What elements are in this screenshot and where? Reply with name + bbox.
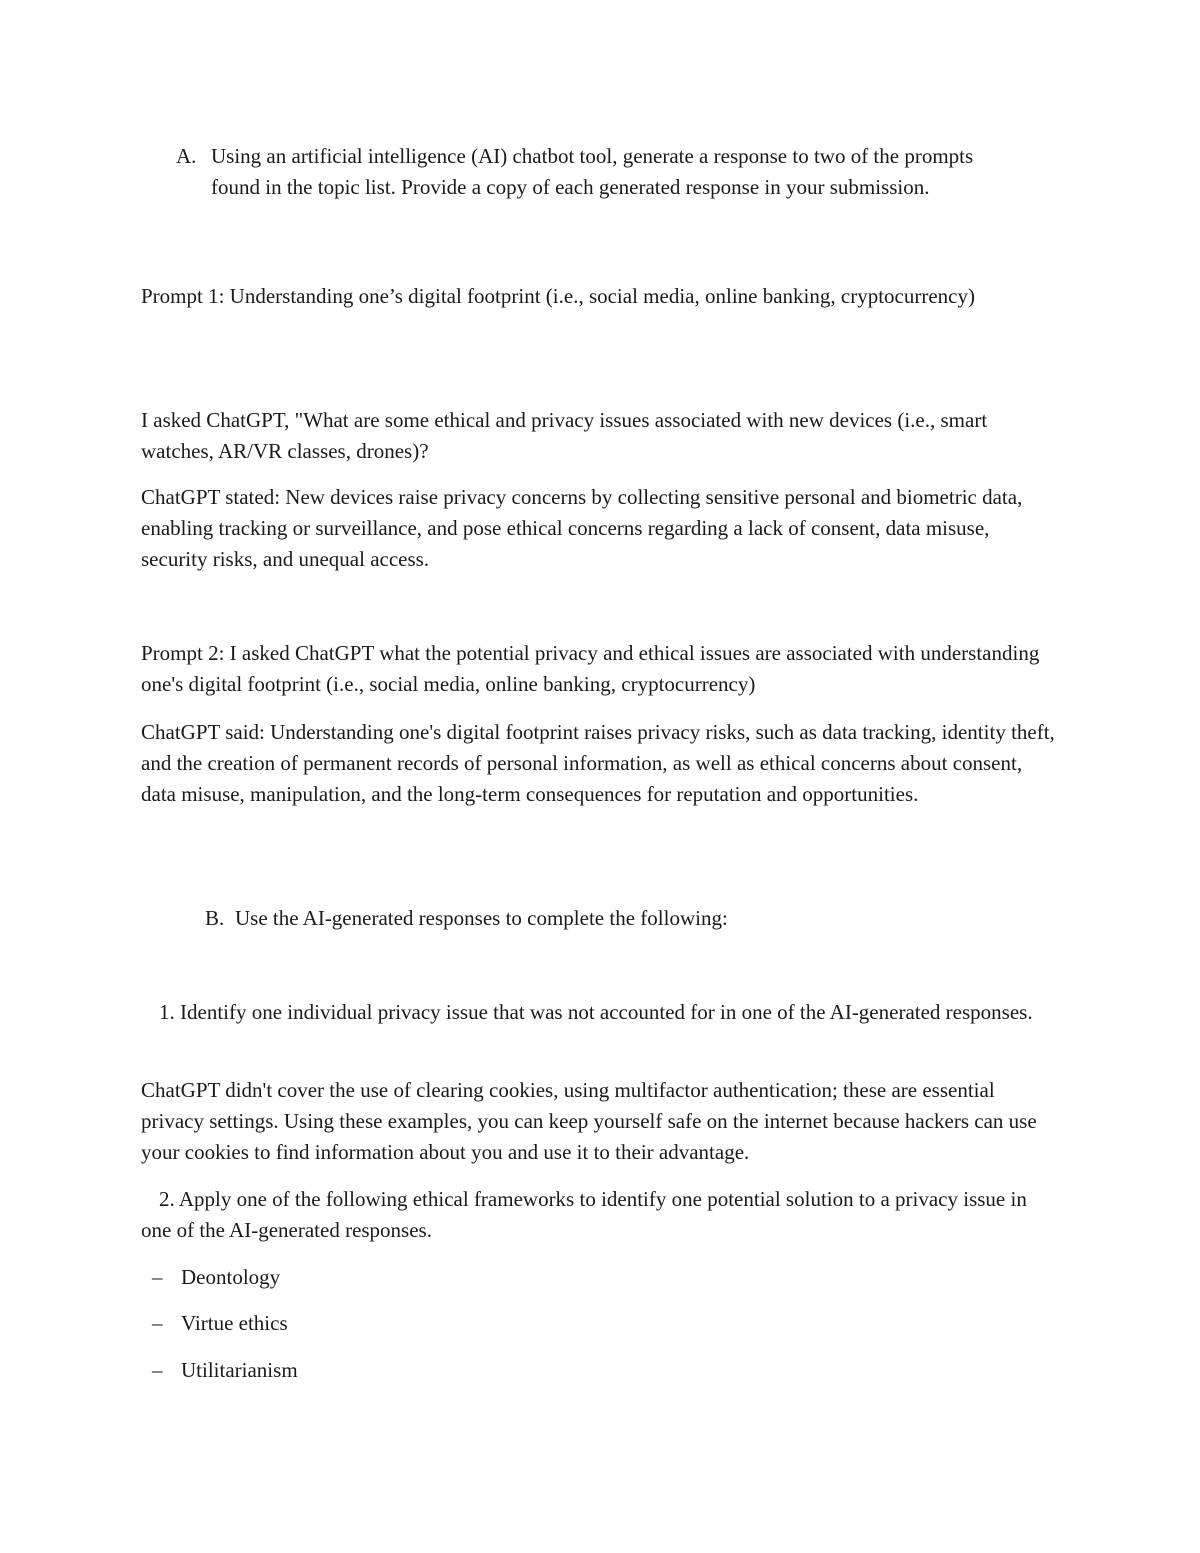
question-1: I asked ChatGPT, "What are some ethical and privacy issues associated with new devices (i.e., smart watches, AR/VR classes, drones)? <box>141 408 988 463</box>
prompt-2: Prompt 2: I asked ChatGPT what the potential privacy and ethical issues are associated with understanding one's digital footprint (i.e., social media, online banking, cryptocurrency) <box>141 641 1040 696</box>
prompt-1: Prompt 1: Understanding one’s digital footprint (i.e., social media, online banking, cryptocurrency) <box>141 284 975 308</box>
dash-marker: – <box>152 1311 163 1335</box>
item-2-text: Apply one of the following ethical frameworks to identify one potential solution to a privacy issue in one of the AI-generated responses. <box>141 1187 1027 1242</box>
item-2 <box>141 1184 1061 1246</box>
framework-label: Utilitarianism <box>181 1358 298 1382</box>
section-b-marker: B. <box>205 906 225 930</box>
item-1 <box>141 997 1061 1028</box>
framework-item <box>152 1262 752 1293</box>
section-b <box>205 903 1045 934</box>
answer-2: ChatGPT said: Understanding one's digital footprint raises privacy risks, such as data tracking, identity theft, and the creation of permanent records of personal information, as well as ethical concerns about consent, data misuse, manipulation, and the long-term consequences for reputation and opportunities. <box>141 720 1055 806</box>
section-a <box>176 141 1016 203</box>
item-1-answer: ChatGPT didn't cover the use of clearing cookies, using multifactor authentication; these are essential privacy settings. Using these examples, you can keep yourself safe on the internet because hackers can use your cookies to find information about you and use it to their advantage. <box>141 1078 1037 1164</box>
framework-item <box>152 1355 752 1386</box>
dash-marker: – <box>152 1265 163 1289</box>
section-a-text: Using an artificial intelligence (AI) chatbot tool, generate a response to two of the prompts found in the topic list. Provide a copy of each generated response in your submission. <box>211 144 974 199</box>
dash-marker: – <box>152 1358 163 1382</box>
answer-1: ChatGPT stated: New devices raise privacy concerns by collecting sensitive personal and biometric data, enabling tracking or surveillance, and pose ethical concerns regarding a lack of consent, data misuse, security risks, and unequal access. <box>141 485 1023 571</box>
framework-label: Deontology <box>181 1265 281 1289</box>
section-b-text: Use the AI-generated responses to complete the following: <box>235 906 728 930</box>
framework-item <box>152 1308 752 1339</box>
framework-label: Virtue ethics <box>181 1311 288 1335</box>
item-2-number: 2. <box>159 1187 175 1211</box>
section-a-marker: A. <box>176 144 197 168</box>
item-1-text: Identify one individual privacy issue that was not accounted for in one of the AI-generated responses. <box>180 1000 1033 1024</box>
item-1-number: 1. <box>159 1000 175 1024</box>
